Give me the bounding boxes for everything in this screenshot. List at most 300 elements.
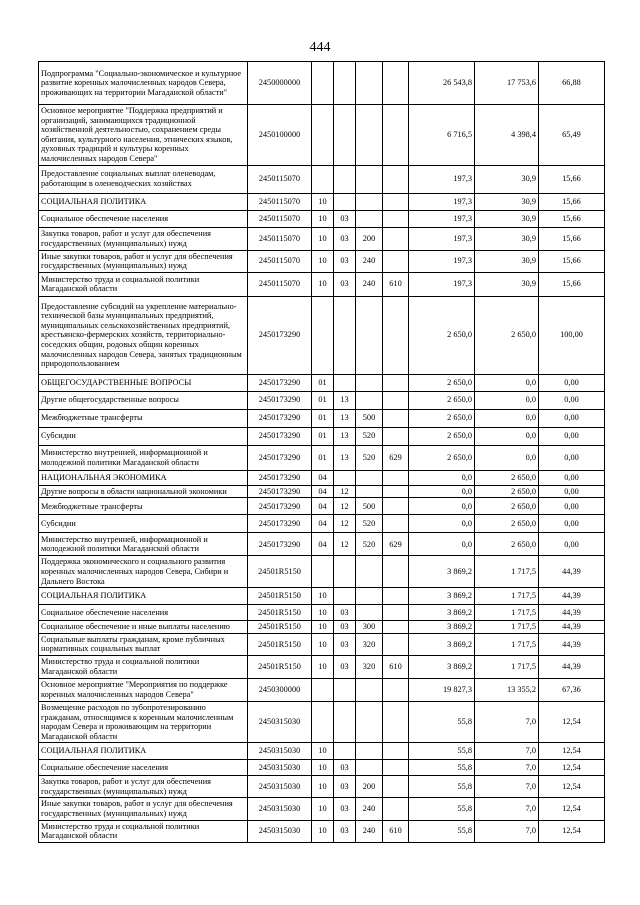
cell-fact: 7,0: [475, 743, 539, 760]
cell-name: Предоставление социальных выплат оленеводам, работающим в оленеводческих хозяйствах: [39, 165, 248, 193]
table-row: [39, 445, 605, 470]
cell-pr: 03: [334, 272, 356, 296]
cell-csr: 2450315030: [248, 743, 312, 760]
cell-fact: 0,0: [475, 445, 539, 470]
cell-vr: 240: [356, 820, 383, 842]
cell-name: Иные закупки товаров, работ и услуг для обеспечения государственных (муниципальных) нужд: [39, 798, 248, 820]
cell-csr: 2450315030: [248, 701, 312, 742]
cell-fact: 1 717,5: [475, 588, 539, 605]
cell-fact: 0,0: [475, 427, 539, 445]
cell-vr: [356, 62, 383, 105]
table-row: [39, 820, 605, 842]
cell-name: Предоставление субсидий на укрепление материально-технической базы муниципальных предприятий, муниципальных сельскохозяйственных предприятий, крестьянско-фермерских хозяйств, территориально-соседских общин, родовых общин коренных малочисленных народов Севера, занятых традиционным природопользованием: [39, 296, 248, 374]
cell-vr: 520: [356, 515, 383, 533]
cell-rz: [312, 165, 334, 193]
cell-plan: 3 869,2: [409, 621, 475, 634]
cell-grbs: [383, 621, 409, 634]
cell-name: Основное мероприятие "Мероприятия по поддержке коренных малочисленных народов Севера": [39, 678, 248, 701]
cell-pct: 12,54: [539, 820, 605, 842]
cell-name: Закупка товаров, работ и услуг для обеспечения государственных (муниципальных) нужд: [39, 776, 248, 798]
cell-name: Поддержка экономического и социального развития коренных малочисленных народов Севера, Сибири и Дальнего Востока: [39, 556, 248, 588]
table-row: [39, 296, 605, 374]
cell-pct: 0,00: [539, 533, 605, 556]
cell-plan: 3 869,2: [409, 588, 475, 605]
cell-vr: 300: [356, 621, 383, 634]
cell-name: Министерство труда и социальной политики Магаданской области: [39, 655, 248, 678]
cell-pct: 44,39: [539, 605, 605, 621]
cell-pr: [334, 701, 356, 742]
cell-pr: 13: [334, 391, 356, 409]
cell-pct: 44,39: [539, 655, 605, 678]
cell-fact: 13 355,2: [475, 678, 539, 701]
cell-pr: 03: [334, 210, 356, 227]
cell-name: СОЦИАЛЬНАЯ ПОЛИТИКА: [39, 743, 248, 760]
table-row: [39, 193, 605, 210]
cell-grbs: [383, 62, 409, 105]
cell-grbs: [383, 743, 409, 760]
cell-rz: 04: [312, 470, 334, 485]
cell-name: Социальное обеспечение населения: [39, 210, 248, 227]
cell-fact: 1 717,5: [475, 655, 539, 678]
cell-plan: 0,0: [409, 485, 475, 498]
cell-pr: 03: [334, 227, 356, 250]
cell-fact: 1 717,5: [475, 605, 539, 621]
cell-csr: 2450173290: [248, 498, 312, 515]
cell-plan: 26 543,8: [409, 62, 475, 105]
cell-pct: 0,00: [539, 445, 605, 470]
cell-rz: 10: [312, 621, 334, 634]
cell-csr: 2450115070: [248, 227, 312, 250]
cell-name: Социальное обеспечение и иные выплаты населению: [39, 621, 248, 634]
cell-plan: 0,0: [409, 515, 475, 533]
cell-csr: 2450173290: [248, 470, 312, 485]
cell-plan: 2 650,0: [409, 445, 475, 470]
cell-rz: [312, 678, 334, 701]
cell-csr: 2450315030: [248, 798, 312, 820]
cell-rz: 10: [312, 588, 334, 605]
cell-rz: 10: [312, 820, 334, 842]
cell-vr: [356, 760, 383, 776]
cell-rz: 10: [312, 227, 334, 250]
cell-csr: 2450115070: [248, 165, 312, 193]
table-row: [39, 655, 605, 678]
cell-pct: 15,66: [539, 227, 605, 250]
table-row: [39, 485, 605, 498]
cell-grbs: [383, 498, 409, 515]
cell-grbs: [383, 409, 409, 427]
cell-fact: 17 753,6: [475, 62, 539, 105]
cell-name: Министерство труда и социальной политики Магаданской области: [39, 272, 248, 296]
cell-csr: 2450173290: [248, 515, 312, 533]
table-row: [39, 272, 605, 296]
cell-pct: 15,66: [539, 210, 605, 227]
cell-pr: 12: [334, 515, 356, 533]
cell-pct: 0,00: [539, 470, 605, 485]
cell-csr: 24501R5150: [248, 655, 312, 678]
cell-pct: 15,66: [539, 250, 605, 272]
cell-rz: 10: [312, 760, 334, 776]
cell-pct: 0,00: [539, 409, 605, 427]
cell-rz: 10: [312, 776, 334, 798]
table-row: [39, 533, 605, 556]
cell-rz: 10: [312, 272, 334, 296]
cell-csr: 2450115070: [248, 250, 312, 272]
table-row: [39, 701, 605, 742]
cell-vr: 520: [356, 445, 383, 470]
cell-grbs: [383, 193, 409, 210]
cell-fact: 1 717,5: [475, 621, 539, 634]
cell-pr: 13: [334, 445, 356, 470]
cell-plan: 55,8: [409, 820, 475, 842]
cell-name: Основное мероприятие "Поддержка предприятий и организаций, занимающихся традиционной хозяйственной деятельностью, сохранением среды обитания, культурного населения, этнических языков, духовных традиций и культуры коренных малочисленных народов Севера": [39, 105, 248, 166]
cell-fact: 2 650,0: [475, 470, 539, 485]
cell-rz: 10: [312, 798, 334, 820]
table-row: [39, 605, 605, 621]
cell-rz: [312, 556, 334, 588]
table-row: [39, 678, 605, 701]
cell-plan: 197,3: [409, 193, 475, 210]
table-row: [39, 105, 605, 166]
cell-fact: 0,0: [475, 374, 539, 391]
cell-csr: 24501R5150: [248, 605, 312, 621]
cell-grbs: 629: [383, 445, 409, 470]
cell-csr: 24501R5150: [248, 633, 312, 655]
cell-vr: [356, 678, 383, 701]
cell-name: Министерство труда и социальной политики Магаданской области: [39, 820, 248, 842]
cell-fact: 4 398,4: [475, 105, 539, 166]
cell-pct: 44,39: [539, 556, 605, 588]
table-row: [39, 391, 605, 409]
cell-rz: 01: [312, 445, 334, 470]
cell-pr: [334, 588, 356, 605]
cell-fact: 7,0: [475, 776, 539, 798]
cell-grbs: [383, 701, 409, 742]
cell-rz: 10: [312, 193, 334, 210]
cell-name: Социальное обеспечение населения: [39, 605, 248, 621]
cell-pr: 03: [334, 776, 356, 798]
cell-vr: [356, 470, 383, 485]
cell-pct: 0,00: [539, 498, 605, 515]
cell-vr: 200: [356, 227, 383, 250]
cell-fact: 7,0: [475, 820, 539, 842]
cell-plan: 2 650,0: [409, 374, 475, 391]
cell-grbs: [383, 296, 409, 374]
cell-csr: 2450115070: [248, 210, 312, 227]
cell-csr: 2450173290: [248, 445, 312, 470]
cell-pct: 66,88: [539, 62, 605, 105]
cell-pct: 44,39: [539, 633, 605, 655]
cell-rz: 01: [312, 409, 334, 427]
cell-vr: 500: [356, 498, 383, 515]
cell-vr: [356, 556, 383, 588]
cell-plan: 55,8: [409, 776, 475, 798]
cell-pr: 13: [334, 427, 356, 445]
cell-csr: 2450115070: [248, 272, 312, 296]
cell-plan: 0,0: [409, 470, 475, 485]
cell-rz: 10: [312, 250, 334, 272]
cell-csr: 2450115070: [248, 193, 312, 210]
cell-fact: 2 650,0: [475, 515, 539, 533]
cell-name: Подпрограмма "Социально-экономическое и культурное развитие коренных малочисленных народов Севера, проживающих на территории Магаданской области": [39, 62, 248, 105]
cell-name: Министерство внутренней, информационной и молодежной политики Магаданской области: [39, 445, 248, 470]
cell-name: Субсидии: [39, 427, 248, 445]
cell-vr: 240: [356, 798, 383, 820]
cell-name: Другие вопросы в области национальной экономики: [39, 485, 248, 498]
cell-csr: 2450315030: [248, 760, 312, 776]
cell-vr: [356, 193, 383, 210]
cell-grbs: [383, 776, 409, 798]
cell-vr: [356, 605, 383, 621]
cell-csr: 24501R5150: [248, 621, 312, 634]
table-row: [39, 470, 605, 485]
table-row: [39, 374, 605, 391]
cell-vr: [356, 391, 383, 409]
cell-pct: 44,39: [539, 621, 605, 634]
cell-name: Межбюджетные трансферты: [39, 409, 248, 427]
cell-pr: [334, 62, 356, 105]
cell-plan: 197,3: [409, 250, 475, 272]
cell-csr: 2450315030: [248, 820, 312, 842]
cell-rz: 10: [312, 633, 334, 655]
cell-csr: 2450173290: [248, 427, 312, 445]
cell-fact: 0,0: [475, 391, 539, 409]
cell-fact: 1 717,5: [475, 556, 539, 588]
cell-vr: [356, 165, 383, 193]
cell-grbs: [383, 760, 409, 776]
cell-name: Возмещение расходов по зубопротезированию гражданам, относящимся к коренным малочисленным народам Севера и проживающим на территории Магаданской области: [39, 701, 248, 742]
cell-pr: [334, 105, 356, 166]
cell-fact: 30,9: [475, 210, 539, 227]
cell-grbs: [383, 678, 409, 701]
cell-fact: 2 650,0: [475, 533, 539, 556]
cell-vr: [356, 296, 383, 374]
cell-plan: 6 716,5: [409, 105, 475, 166]
cell-name: Социальные выплаты гражданам, кроме публичных нормативных социальных выплат: [39, 633, 248, 655]
cell-plan: 3 869,2: [409, 633, 475, 655]
cell-fact: 1 717,5: [475, 633, 539, 655]
cell-grbs: 610: [383, 655, 409, 678]
cell-pr: 12: [334, 533, 356, 556]
cell-vr: 200: [356, 776, 383, 798]
cell-pr: [334, 678, 356, 701]
table-row: [39, 515, 605, 533]
cell-csr: 2450173290: [248, 533, 312, 556]
cell-vr: [356, 374, 383, 391]
cell-csr: 24501R5150: [248, 588, 312, 605]
cell-name: СОЦИАЛЬНАЯ ПОЛИТИКА: [39, 588, 248, 605]
cell-pr: 03: [334, 820, 356, 842]
cell-csr: 2450173290: [248, 409, 312, 427]
cell-grbs: [383, 556, 409, 588]
cell-pct: 0,00: [539, 515, 605, 533]
cell-fact: 0,0: [475, 409, 539, 427]
cell-plan: 197,3: [409, 165, 475, 193]
cell-grbs: [383, 250, 409, 272]
cell-plan: 55,8: [409, 701, 475, 742]
cell-fact: 7,0: [475, 798, 539, 820]
cell-name: Закупка товаров, работ и услуг для обеспечения государственных (муниципальных) нужд: [39, 227, 248, 250]
cell-pr: 03: [334, 621, 356, 634]
cell-grbs: 610: [383, 820, 409, 842]
cell-grbs: [383, 633, 409, 655]
cell-name: Субсидии: [39, 515, 248, 533]
cell-csr: 2450300000: [248, 678, 312, 701]
cell-plan: 2 650,0: [409, 427, 475, 445]
table-row: [39, 633, 605, 655]
cell-pr: [334, 296, 356, 374]
cell-pct: 67,36: [539, 678, 605, 701]
table-row: [39, 62, 605, 105]
cell-pct: 15,66: [539, 165, 605, 193]
cell-fact: 30,9: [475, 193, 539, 210]
cell-pr: 03: [334, 760, 356, 776]
cell-name: НАЦИОНАЛЬНАЯ ЭКОНОМИКА: [39, 470, 248, 485]
cell-plan: 3 869,2: [409, 655, 475, 678]
table-row: [39, 556, 605, 588]
cell-csr: 2450173290: [248, 485, 312, 498]
cell-pr: [334, 470, 356, 485]
table-row: [39, 743, 605, 760]
cell-vr: [356, 743, 383, 760]
cell-vr: 520: [356, 533, 383, 556]
cell-name: Социальное обеспечение населения: [39, 760, 248, 776]
cell-vr: [356, 485, 383, 498]
cell-fact: 7,0: [475, 760, 539, 776]
cell-name: Другие общегосударственные вопросы: [39, 391, 248, 409]
cell-plan: 55,8: [409, 743, 475, 760]
cell-csr: 2450100000: [248, 105, 312, 166]
cell-rz: 10: [312, 655, 334, 678]
cell-pr: 03: [334, 250, 356, 272]
table-row: [39, 760, 605, 776]
cell-rz: 01: [312, 427, 334, 445]
cell-pr: [334, 165, 356, 193]
cell-vr: 500: [356, 409, 383, 427]
cell-rz: 10: [312, 210, 334, 227]
cell-pct: 12,54: [539, 798, 605, 820]
cell-name: Министерство внутренней, информационной и молодежной политики Магаданской области: [39, 533, 248, 556]
cell-rz: 01: [312, 391, 334, 409]
cell-pr: [334, 374, 356, 391]
cell-vr: 520: [356, 427, 383, 445]
cell-csr: 2450173290: [248, 391, 312, 409]
cell-pct: 12,54: [539, 701, 605, 742]
cell-pr: 12: [334, 498, 356, 515]
cell-pr: [334, 193, 356, 210]
cell-vr: [356, 701, 383, 742]
cell-pr: [334, 556, 356, 588]
cell-pr: 03: [334, 633, 356, 655]
cell-grbs: [383, 427, 409, 445]
cell-plan: 0,0: [409, 498, 475, 515]
cell-rz: 10: [312, 743, 334, 760]
cell-plan: 55,8: [409, 798, 475, 820]
cell-pct: 0,00: [539, 485, 605, 498]
cell-grbs: [383, 391, 409, 409]
table-row: [39, 776, 605, 798]
cell-fact: 30,9: [475, 227, 539, 250]
cell-grbs: [383, 798, 409, 820]
cell-pct: 0,00: [539, 427, 605, 445]
cell-grbs: [383, 105, 409, 166]
cell-rz: 10: [312, 605, 334, 621]
cell-plan: 2 650,0: [409, 391, 475, 409]
cell-pct: 0,00: [539, 374, 605, 391]
cell-grbs: [383, 210, 409, 227]
cell-pct: 100,00: [539, 296, 605, 374]
table-row: [39, 210, 605, 227]
cell-pr: 03: [334, 798, 356, 820]
cell-grbs: [383, 374, 409, 391]
cell-csr: 2450000000: [248, 62, 312, 105]
cell-pr: [334, 743, 356, 760]
table-row: [39, 250, 605, 272]
cell-vr: [356, 588, 383, 605]
cell-vr: 320: [356, 633, 383, 655]
cell-pr: 03: [334, 655, 356, 678]
cell-vr: 240: [356, 250, 383, 272]
cell-vr: 240: [356, 272, 383, 296]
cell-pr: 13: [334, 409, 356, 427]
cell-fact: 30,9: [475, 165, 539, 193]
cell-rz: [312, 296, 334, 374]
table-row: [39, 588, 605, 605]
cell-grbs: [383, 588, 409, 605]
cell-grbs: [383, 227, 409, 250]
cell-plan: 0,0: [409, 533, 475, 556]
table-row: [39, 621, 605, 634]
cell-rz: [312, 62, 334, 105]
cell-fact: 2 650,0: [475, 485, 539, 498]
cell-pct: 15,66: [539, 193, 605, 210]
table-row: [39, 165, 605, 193]
cell-pct: 44,39: [539, 588, 605, 605]
cell-vr: 320: [356, 655, 383, 678]
cell-plan: 3 869,2: [409, 605, 475, 621]
cell-name: ОБЩЕГОСУДАРСТВЕННЫЕ ВОПРОСЫ: [39, 374, 248, 391]
cell-pr: 03: [334, 605, 356, 621]
cell-grbs: [383, 515, 409, 533]
cell-plan: 19 827,3: [409, 678, 475, 701]
cell-name: СОЦИАЛЬНАЯ ПОЛИТИКА: [39, 193, 248, 210]
cell-pct: 0,00: [539, 391, 605, 409]
cell-grbs: 629: [383, 533, 409, 556]
cell-csr: 24501R5150: [248, 556, 312, 588]
cell-csr: 2450173290: [248, 296, 312, 374]
cell-rz: [312, 701, 334, 742]
cell-pct: 12,54: [539, 760, 605, 776]
cell-pr: 12: [334, 485, 356, 498]
cell-rz: 04: [312, 515, 334, 533]
cell-fact: 7,0: [475, 701, 539, 742]
cell-csr: 2450173290: [248, 374, 312, 391]
cell-plan: 3 869,2: [409, 556, 475, 588]
cell-rz: [312, 105, 334, 166]
cell-pct: 65,49: [539, 105, 605, 166]
cell-plan: 197,3: [409, 227, 475, 250]
cell-grbs: [383, 470, 409, 485]
page-number: 444: [309, 40, 331, 55]
cell-fact: 2 650,0: [475, 296, 539, 374]
table-row: [39, 798, 605, 820]
cell-grbs: [383, 605, 409, 621]
cell-plan: 2 650,0: [409, 409, 475, 427]
cell-fact: 2 650,0: [475, 498, 539, 515]
cell-plan: 55,8: [409, 760, 475, 776]
cell-plan: 197,3: [409, 272, 475, 296]
cell-pct: 12,54: [539, 776, 605, 798]
cell-grbs: [383, 165, 409, 193]
